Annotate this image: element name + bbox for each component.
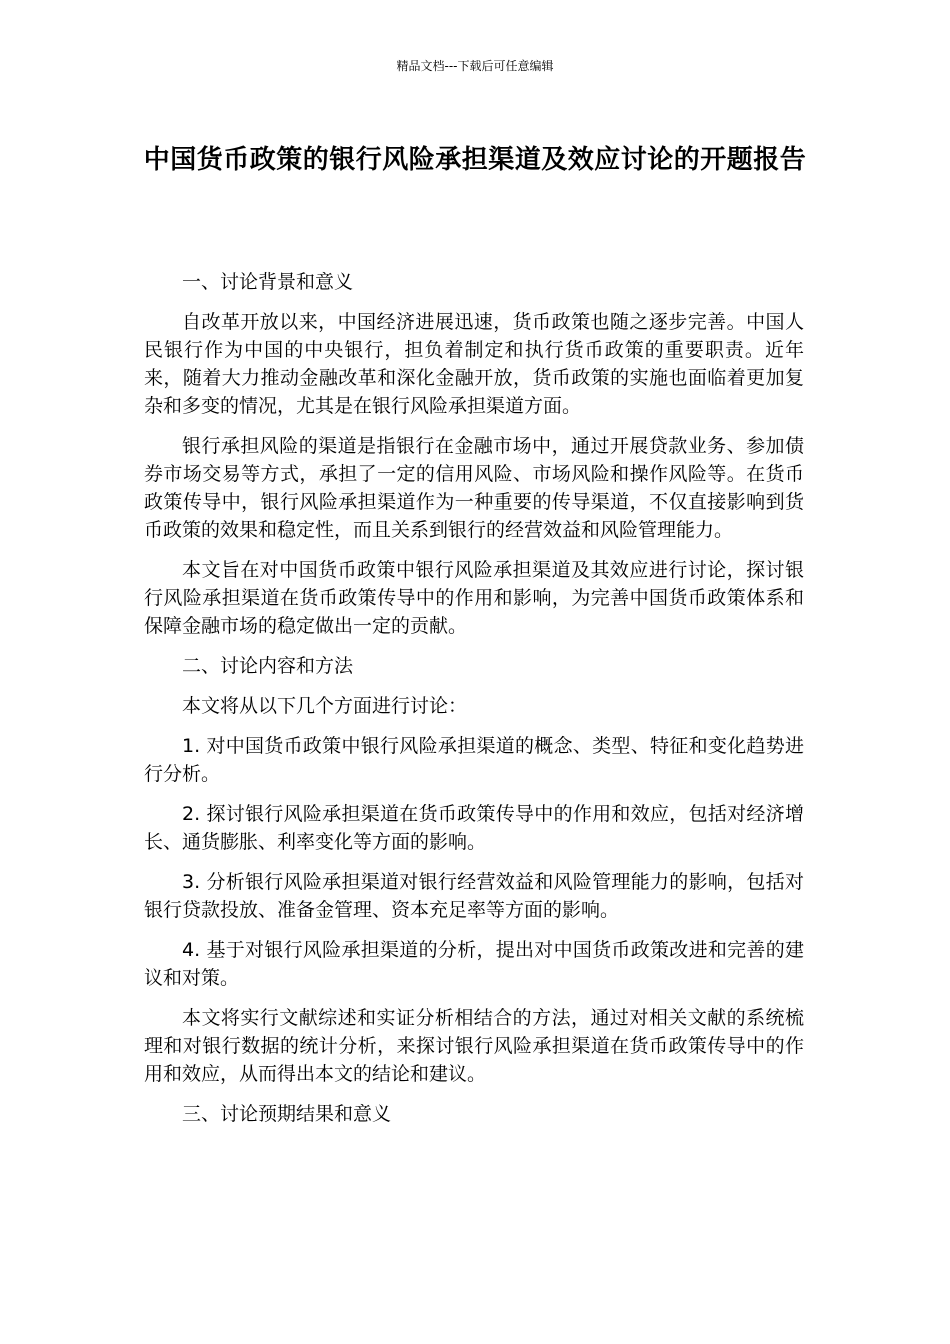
paragraph: 本文将实行文献综述和实证分析相结合的方法，通过对相关文献的系统梳理和对银行数据的统计分析，来探讨银行风险承担渠道在货币政策传导中的作用和效应，从而得出本文的结论和建议。 [144, 1007, 804, 1085]
paragraph: 自改革开放以来，中国经济进展迅速，货币政策也随之逐步完善。中国人民银行作为中国的中央银行，担负着制定和执行货币政策的重要职责。近年来，随着大力推动金融改革和深化金融开放，货币政策的实施也面临着更加复杂和多变的情况，尤其是在银行风险承担渠道方面。 [144, 311, 804, 417]
section-expected-results [144, 1100, 804, 1128]
list-item: 1. 对中国货币政策中银行风险承担渠道的概念、类型、特征和变化趋势进行分析。 [144, 735, 804, 785]
section-background [144, 268, 804, 640]
list-item: 3. 分析银行风险承担渠道对银行经营效益和风险管理能力的影响，包括对银行贷款投放、准备金管理、资本充足率等方面的影响。 [144, 871, 804, 921]
section-heading: 二、讨论内容和方法 [182, 655, 354, 677]
section-heading: 一、讨论背景和意义 [182, 271, 354, 293]
list-item: 2. 探讨银行风险承担渠道在货币政策传导中的作用和效应，包括对经济增长、通货膨胀、利率变化等方面的影响。 [144, 803, 804, 853]
section-content-method [144, 652, 804, 1088]
section-heading: 三、讨论预期结果和意义 [182, 1103, 392, 1125]
document-body [144, 268, 804, 1140]
header-note: 精品文档---下载后可任意编辑 [396, 59, 554, 73]
paragraph: 银行承担风险的渠道是指银行在金融市场中，通过开展贷款业务、参加债券市场交易等方式，承担了一定的信用风险、市场风险和操作风险等。在货币政策传导中，银行风险承担渠道作为一种重要的传导渠道，不仅直接影响到货币政策的效果和稳定性，而且关系到银行的经营效益和风险管理能力。 [144, 435, 804, 541]
document-title: 中国货币政策的银行风险承担渠道及效应讨论的开题报告 [143, 145, 807, 175]
list-item: 4. 基于对银行风险承担渠道的分析，提出对中国货币政策改进和完善的建议和对策。 [144, 939, 804, 989]
paragraph: 本文旨在对中国货币政策中银行风险承担渠道及其效应进行讨论，探讨银行风险承担渠道在货币政策传导中的作用和影响，为完善中国货币政策体系和保障金融市场的稳定做出一定的贡献。 [144, 559, 804, 637]
paragraph: 本文将从以下几个方面进行讨论： [182, 695, 468, 717]
